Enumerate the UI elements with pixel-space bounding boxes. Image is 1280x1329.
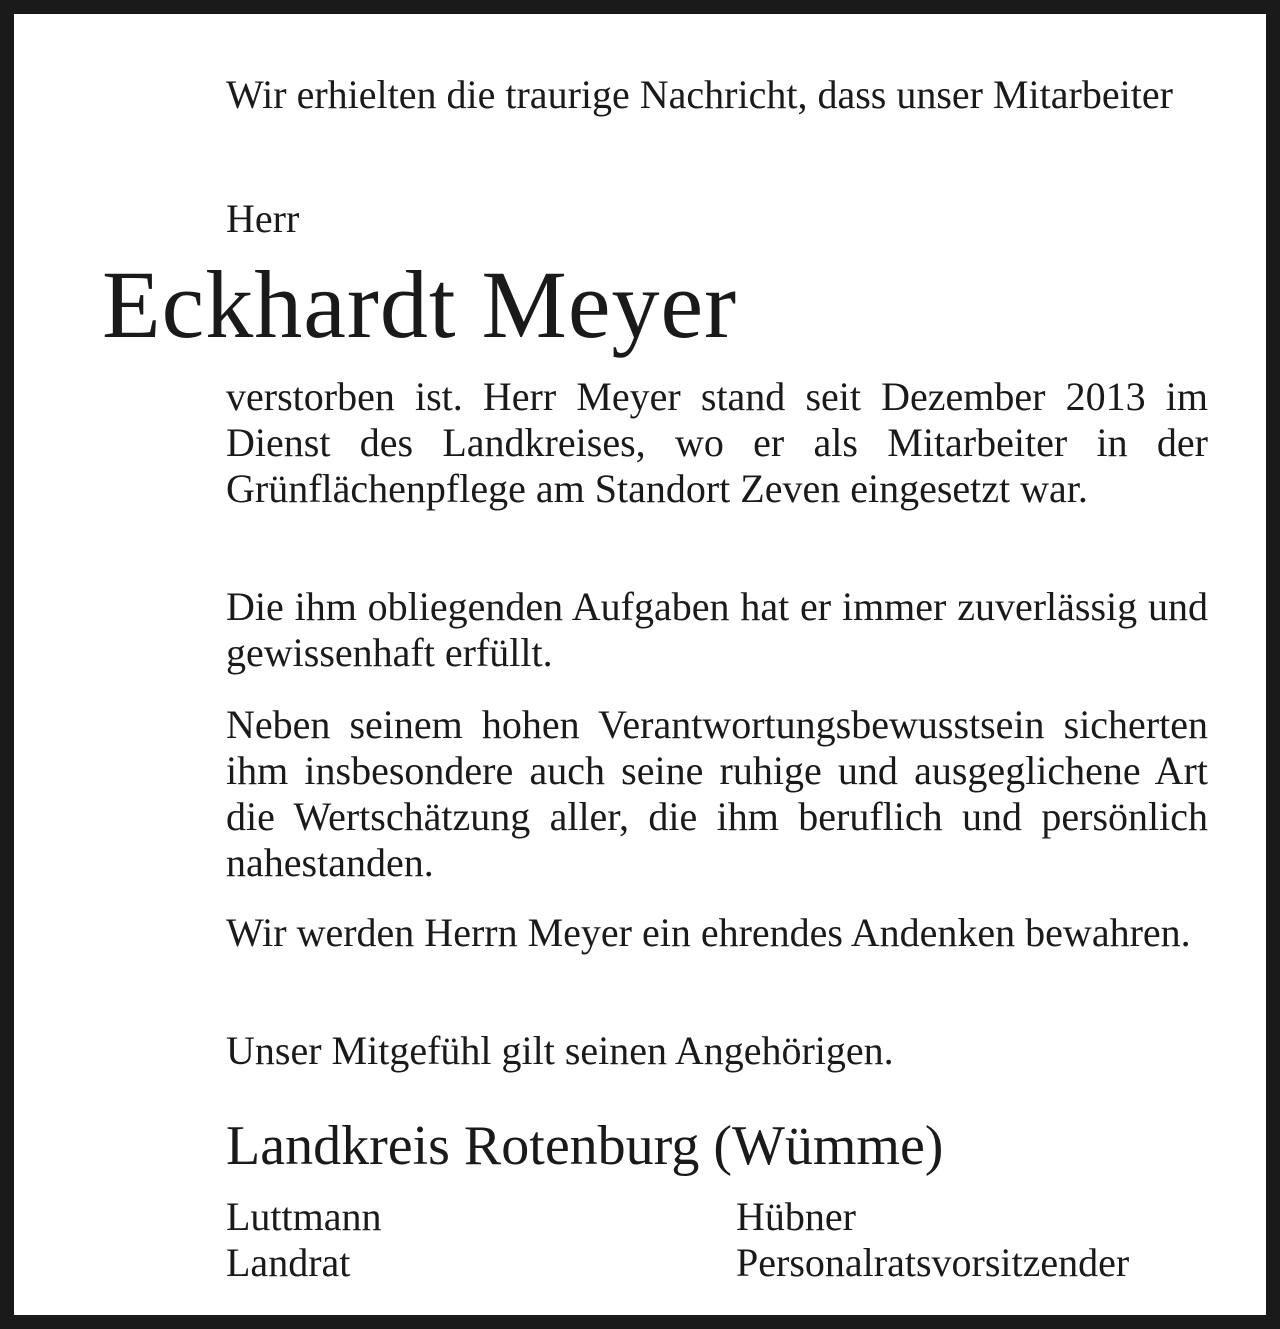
paragraph-appreciation: Neben seinem hohen Verantwortungsbewusstsein sicherten ihm insbesondere auch seine ruhige und ausgeglichene Art die Wertschätzung aller, die ihm beruflich und persönlich nahestanden. bbox=[226, 702, 1208, 885]
signatory-right bbox=[736, 1194, 1129, 1286]
signatory-left bbox=[226, 1194, 382, 1286]
signatory-role: Landrat bbox=[226, 1240, 351, 1285]
organization-name: Landkreis Rotenburg (Wümme) bbox=[226, 1115, 944, 1177]
salutation: Herr bbox=[226, 196, 300, 241]
paragraph-remembrance: Wir werden Herrn Meyer ein ehrendes Andenken bewahren. bbox=[226, 910, 1191, 955]
signatory-role: Personalratsvorsitzender bbox=[736, 1240, 1130, 1285]
paragraph-condolence: Unser Mitgefühl gilt seinen Angehörigen. bbox=[226, 1028, 894, 1073]
paragraph-service: verstorben ist. Herr Meyer stand seit Dezember 2013 im Dienst des Landkreises, wo er als Mitarbeiter in der Grünflächenpflege am Standort Zeven eingesetzt war. bbox=[226, 374, 1208, 511]
signatory-name: Hübner bbox=[736, 1194, 856, 1239]
signatory-name: Luttmann bbox=[226, 1194, 382, 1239]
deceased-name: Eckhardt Meyer bbox=[102, 251, 738, 358]
intro-text: Wir erhielten die traurige Nachricht, dass unser Mitarbeiter bbox=[226, 72, 1173, 117]
paragraph-duties: Die ihm obliegenden Aufgaben hat er immer zuverlässig und gewissenhaft erfüllt. bbox=[226, 584, 1208, 675]
